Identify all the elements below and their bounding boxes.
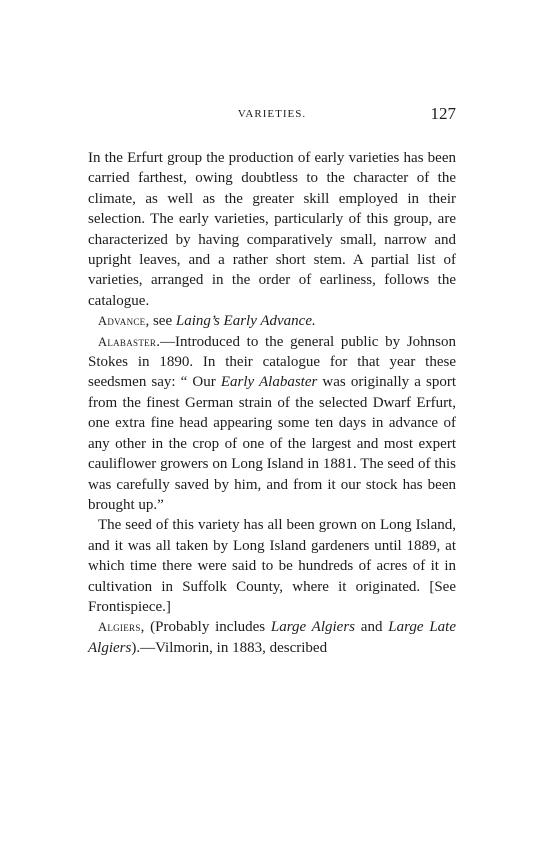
book-page (88, 104, 456, 658)
entry-text: and (355, 619, 389, 636)
page-header (88, 104, 456, 126)
entry-head: Alabaster (98, 334, 157, 349)
paragraph-text: The seed of this variety has all been grown on Long Island, and it was all taken by Long Island gardeners until 1889, at which time there were said to be hundreds of acres of it in cultivation in Suffolk County, where it originated. [See Frontispiece.] (88, 517, 456, 615)
paragraph-intro (88, 148, 456, 311)
entry-advance (88, 311, 456, 331)
body-text (88, 148, 456, 658)
entry-italic: Large Algiers (270, 619, 356, 636)
entry-italic: Laing’s Early Advance. (175, 313, 316, 330)
paragraph-long-island (88, 515, 456, 617)
entry-alabaster (88, 332, 456, 516)
entry-text: , see (145, 313, 176, 330)
page-number: 127 (430, 104, 456, 123)
entry-head: Algiers (98, 620, 141, 635)
entry-algiers (88, 617, 456, 658)
entry-text: .—Introduced to the general public by Johnson Stokes in 1890. In their catalogue for that year these seedsmen say: “ Our (88, 333, 456, 391)
entry-head: Advance (98, 314, 146, 329)
entry-italic: Early Alabaster (220, 374, 318, 391)
paragraph-text: In the Erfurt group the production of early varieties has been carried farthest, owing doubtless to the character of the climate, as well as the greater skill employed in their selection. The early varieties, particularly of this group, are characterized by having comparatively small, narrow and upright leaves, and a rather short stem. A partial list of varieties, arranged in the order of earliness, follows the catalogue. (88, 150, 456, 309)
running-head: VARIETIES. (237, 108, 307, 120)
entry-italic: Large Late Algiers (88, 619, 456, 656)
entry-text: ).—Vilmorin, in 1883, described (131, 639, 328, 656)
entry-text: , (Probably includes (140, 619, 271, 636)
entry-text: was originally a sport from the finest German strain of the selected Dwarf Erfurt, one extra fine head appearing some ten days in advance of any other in the crop of one of the largest and most expert cauliflower growers on Long Island in 1881. The seed of this was carefully saved by him, and from it our stock has been brought up.” (88, 374, 457, 513)
